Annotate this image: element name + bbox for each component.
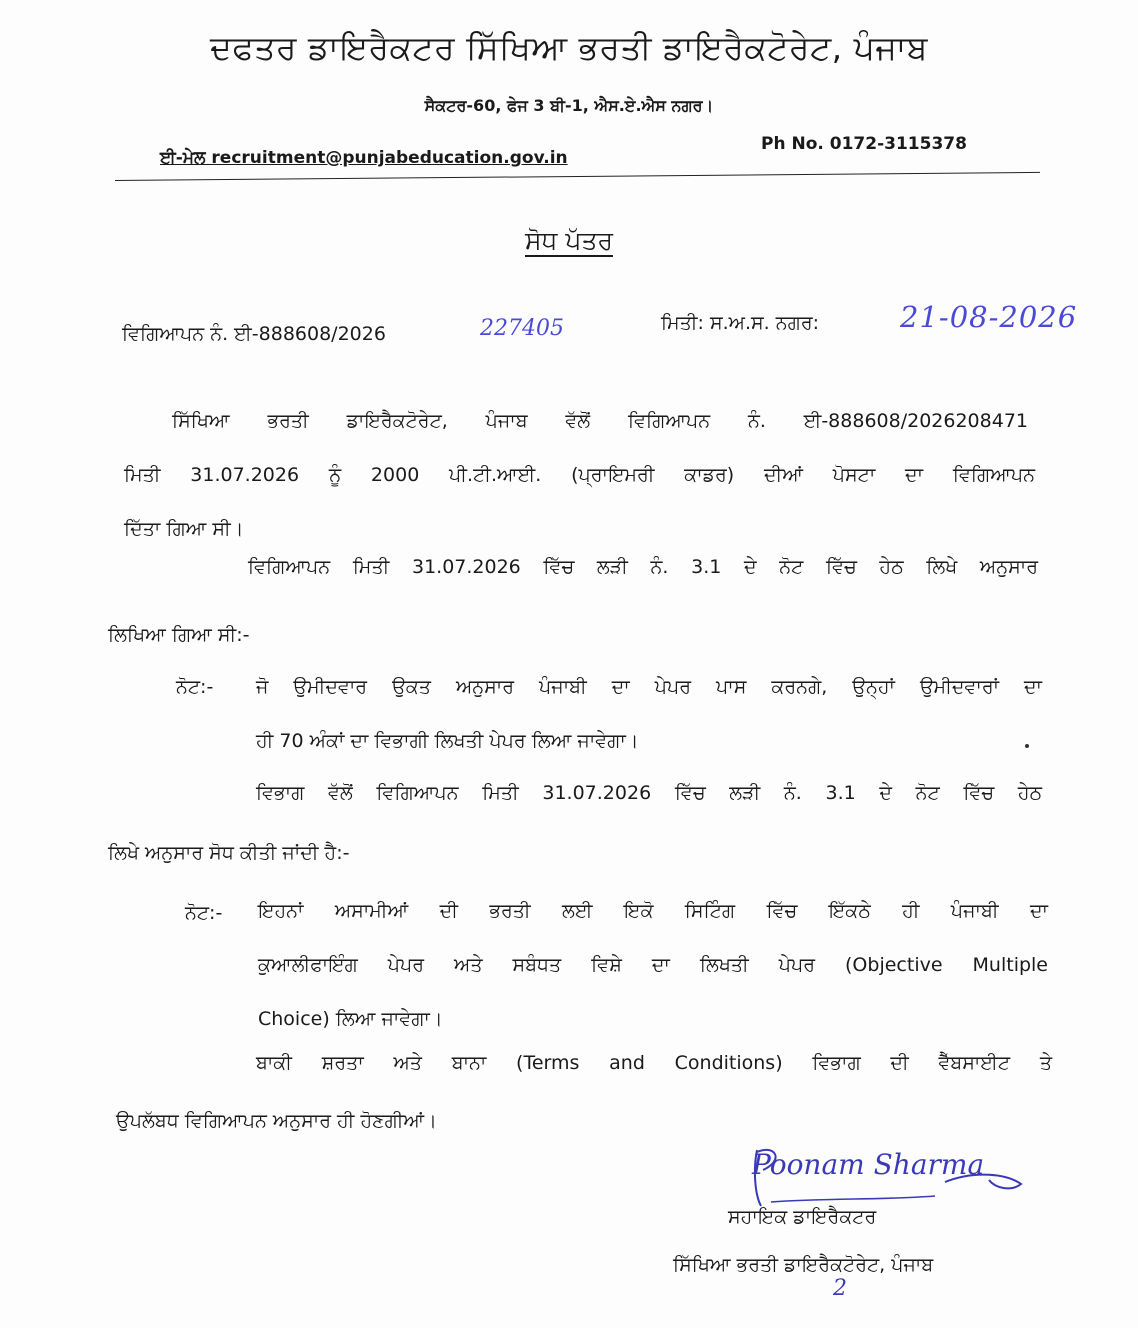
note-label: ਨੋਟ:- [185, 902, 223, 924]
paragraph-line: ਮਿਤੀ 31.07.2026 ਨੂੰ 2000 ਪੀ.ਟੀ.ਆਈ. (ਪ੍ਰਾਇਮਰੀ ਕਾਡਰ) ਦੀਆਂ ਪੋਸਟਾ ਦਾ ਵਿਗਿਆਪਨ [124, 464, 1035, 486]
note-line: ਜੋ ਉਮੀਦਵਾਰ ਉਕਤ ਅਨੁਸਾਰ ਪੰਜਾਬੀ ਦਾ ਪੇਪਰ ਪਾਸ ਕਰਨਗੇ, ਉਨ੍ਹਾਂ ਉਮੀਦਵਾਰਾਂ ਦਾ [256, 676, 1042, 698]
paragraph-line: ਸਿੱਖਿਆ ਭਰਤੀ ਡਾਇਰੈਕਟੋਰੇਟ, ਪੰਜਾਬ ਵੱਲੋਂ ਵਿਗਿਆਪਨ ਨੰ. ਈ-888608/2026208471 [172, 410, 1028, 432]
office-address: ਸੈਕਟਰ-60, ਫੇਜ 3 ਬੀ-1, ਐਸ.ਏ.ਐਸ ਨਗਰ। [424, 96, 714, 115]
note-line: ਕੁਆਲੀਫਾਇੰਗ ਪੇਪਰ ਅਤੇ ਸਬੰਧਤ ਵਿਸ਼ੇ ਦਾ ਲਿਖਤੀ ਪੇਪਰ (Objective Multiple [258, 954, 1048, 976]
paragraph-line: ਵਿਭਾਗ ਵੱਲੋਂ ਵਿਗਿਆਪਨ ਮਿਤੀ 31.07.2026 ਵਿੱਚ ਲੜੀ ਨੰ. 3.1 ਦੇ ਨੋਟ ਵਿੱਚ ਹੇਠ [256, 782, 1042, 804]
handwritten-date: 21-08-2026 [900, 300, 1078, 334]
paragraph-line: ਉਪਲੱਬਧ ਵਿਗਿਆਪਨ ਅਨੁਸਾਰ ਹੀ ਹੋਣਗੀਆਂ। [116, 1110, 437, 1132]
handwritten-reference-number: 227405 [480, 316, 564, 341]
date-label: ਮਿਤੀ: ਸ.ਅ.ਸ. ਨਗਰ: [661, 312, 820, 334]
note-line: ਹੀ 70 ਅੰਕਾਂ ਦਾ ਵਿਭਾਗੀ ਲਿਖਤੀ ਪੇਪਰ ਲਿਆ ਜਾਵੇਗਾ। [256, 730, 639, 752]
paragraph-line: ਬਾਕੀ ਸ਼ਰਤਾ ਅਤੇ ਬਾਨਾ (Terms and Conditions) ਵਿਭਾਗ ਦੀ ਵੈੱਬਸਾਈਟ ਤੇ [256, 1052, 1052, 1074]
note-line: Choice) ਲਿਆ ਜਾਵੇਗਾ। [258, 1008, 443, 1030]
paragraph-line: ਲਿਖੇ ਅਨੁਸਾਰ ਸੋਧ ਕੀਤੀ ਜਾਂਦੀ ਹੈ:- [108, 842, 350, 864]
advertisement-number: ਵਿਗਿਆਪਨ ਨੰ. ਈ-888608/2026 [122, 323, 386, 345]
header-divider [115, 172, 1040, 181]
document-title: ਸੋਧ ਪੱਤਰ [525, 226, 613, 255]
note-label: ਨੋਟ:- [176, 676, 214, 698]
handwritten-mark: 2 [833, 1276, 847, 1301]
phone-number: Ph No. 0172-3115378 [761, 134, 967, 154]
stray-mark [1025, 744, 1029, 748]
office-title: ਦਫਤਰ ਡਾਇਰੈਕਟਰ ਸਿੱਖਿਆ ਭਰਤੀ ਡਾਇਰੈਕਟੋਰੇਟ, ਪੰਜਾਬ [209, 28, 929, 67]
email-line: ਈ-ਮੇਲ recruitment@punjabeducation.gov.in [160, 148, 568, 168]
handwritten-signature: Poonam Sharma [752, 1148, 985, 1181]
paragraph-line: ਲਿਖਿਆ ਗਿਆ ਸੀ:- [108, 624, 250, 646]
paragraph-line: ਵਿਗਿਆਪਨ ਮਿਤੀ 31.07.2026 ਵਿੱਚ ਲੜੀ ਨੰ. 3.1 ਦੇ ਨੋਟ ਵਿੱਚ ਹੇਠ ਲਿਖੇ ਅਨੁਸਾਰ [248, 556, 1038, 578]
signatory-office: ਸਿੱਖਿਆ ਭਰਤੀ ਡਾਇਰੈਕਟੋਰੇਟ, ਪੰਜਾਬ [673, 1254, 934, 1276]
signatory-designation: ਸਹਾਇਕ ਡਾਇਰੈਕਟਰ [728, 1206, 877, 1228]
note-line: ਇਹਨਾਂ ਅਸਾਮੀਆਂ ਦੀ ਭਰਤੀ ਲਈ ਇਕੋ ਸਿਟਿੰਗ ਵਿੱਚ ਇੱਕਠੇ ਹੀ ਪੰਜਾਬੀ ਦਾ [258, 900, 1048, 922]
paragraph-line: ਦਿੱਤਾ ਗਿਆ ਸੀ। [124, 518, 244, 540]
